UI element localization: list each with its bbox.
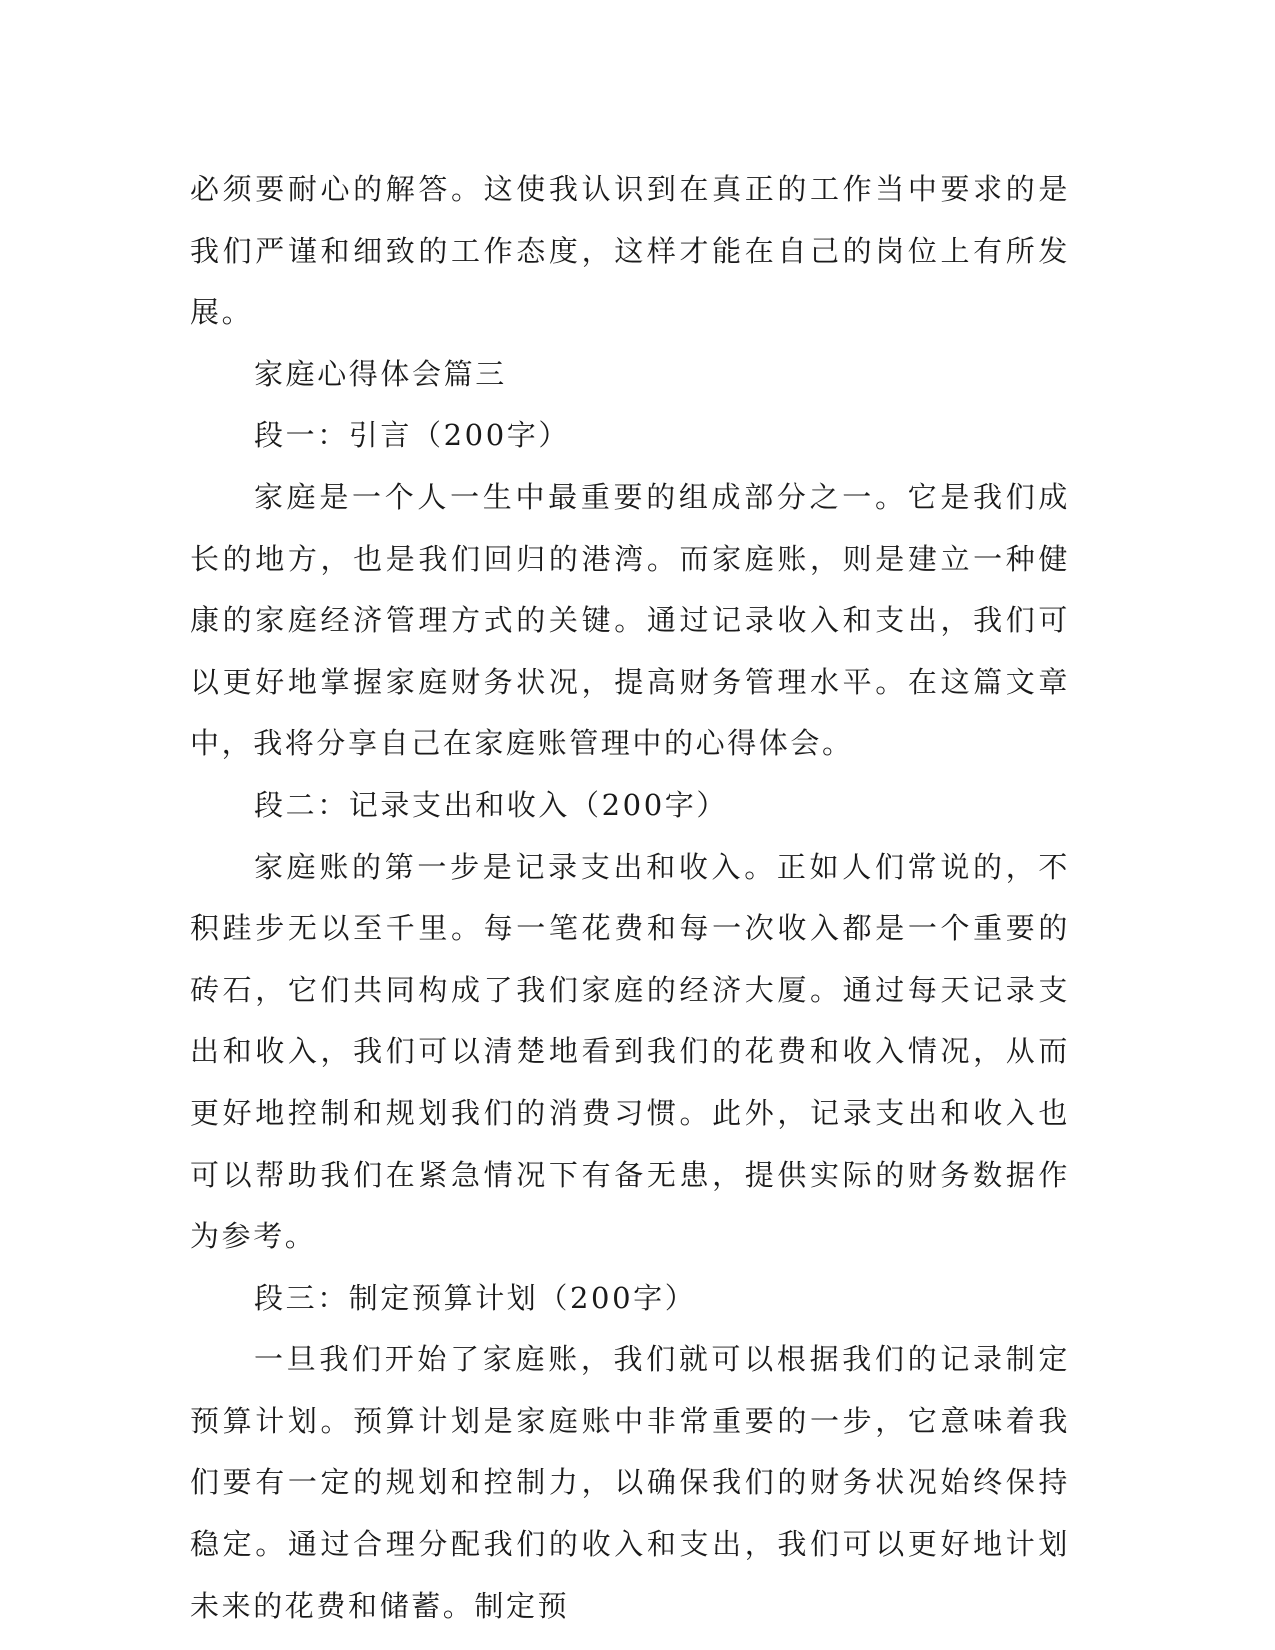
section-heading-record: 段二：记录支出和收入（200字）: [254, 787, 728, 822]
paragraph-record: 家庭账的第一步是记录支出和收入。正如人们常说的，不积跬步无以至千里。每一笔花费和每一次收入都是一个重要的砖石，它们共同构成了我们家庭的经济大厦。通过每天记录支出和收入，我们可以清楚地看到我们的花费和收入情况，从而更好地控制和规划我们的消费习惯。此外，记录支出和收入也可以帮助我们在紧急情况下有备无患，提供实际的财务数据作为参考。: [190, 849, 1070, 1254]
paragraph-intro: 家庭是一个人一生中最重要的组成部分之一。它是我们成长的地方，也是我们回归的港湾。而家庭账，则是建立一种健康的家庭经济管理方式的关键。通过记录收入和支出，我们可以更好地掌握家庭财务状况，提高财务管理水平。在这篇文章中，我将分享自己在家庭账管理中的心得体会。: [190, 479, 1070, 761]
section-heading-intro: 段一：引言（200字）: [254, 418, 570, 453]
section-title: 家庭心得体会篇三: [254, 356, 507, 391]
section-heading-budget: 段三：制定预算计划（200字）: [254, 1280, 697, 1315]
document-body: [190, 159, 1070, 1637]
paragraph-budget: 一旦我们开始了家庭账，我们就可以根据我们的记录制定预算计划。预算计划是家庭账中非常重要的一步，它意味着我们要有一定的规划和控制力，以确保我们的财务状况始终保持稳定。通过合理分配我们的收入和支出，我们可以更好地计划未来的花费和储蓄。制定预: [190, 1342, 1070, 1623]
paragraph-continuation: 必须要耐心的解答。这使我认识到在真正的工作当中要求的是我们严谨和细致的工作态度，这样才能在自己的岗位上有所发展。: [190, 172, 1070, 330]
